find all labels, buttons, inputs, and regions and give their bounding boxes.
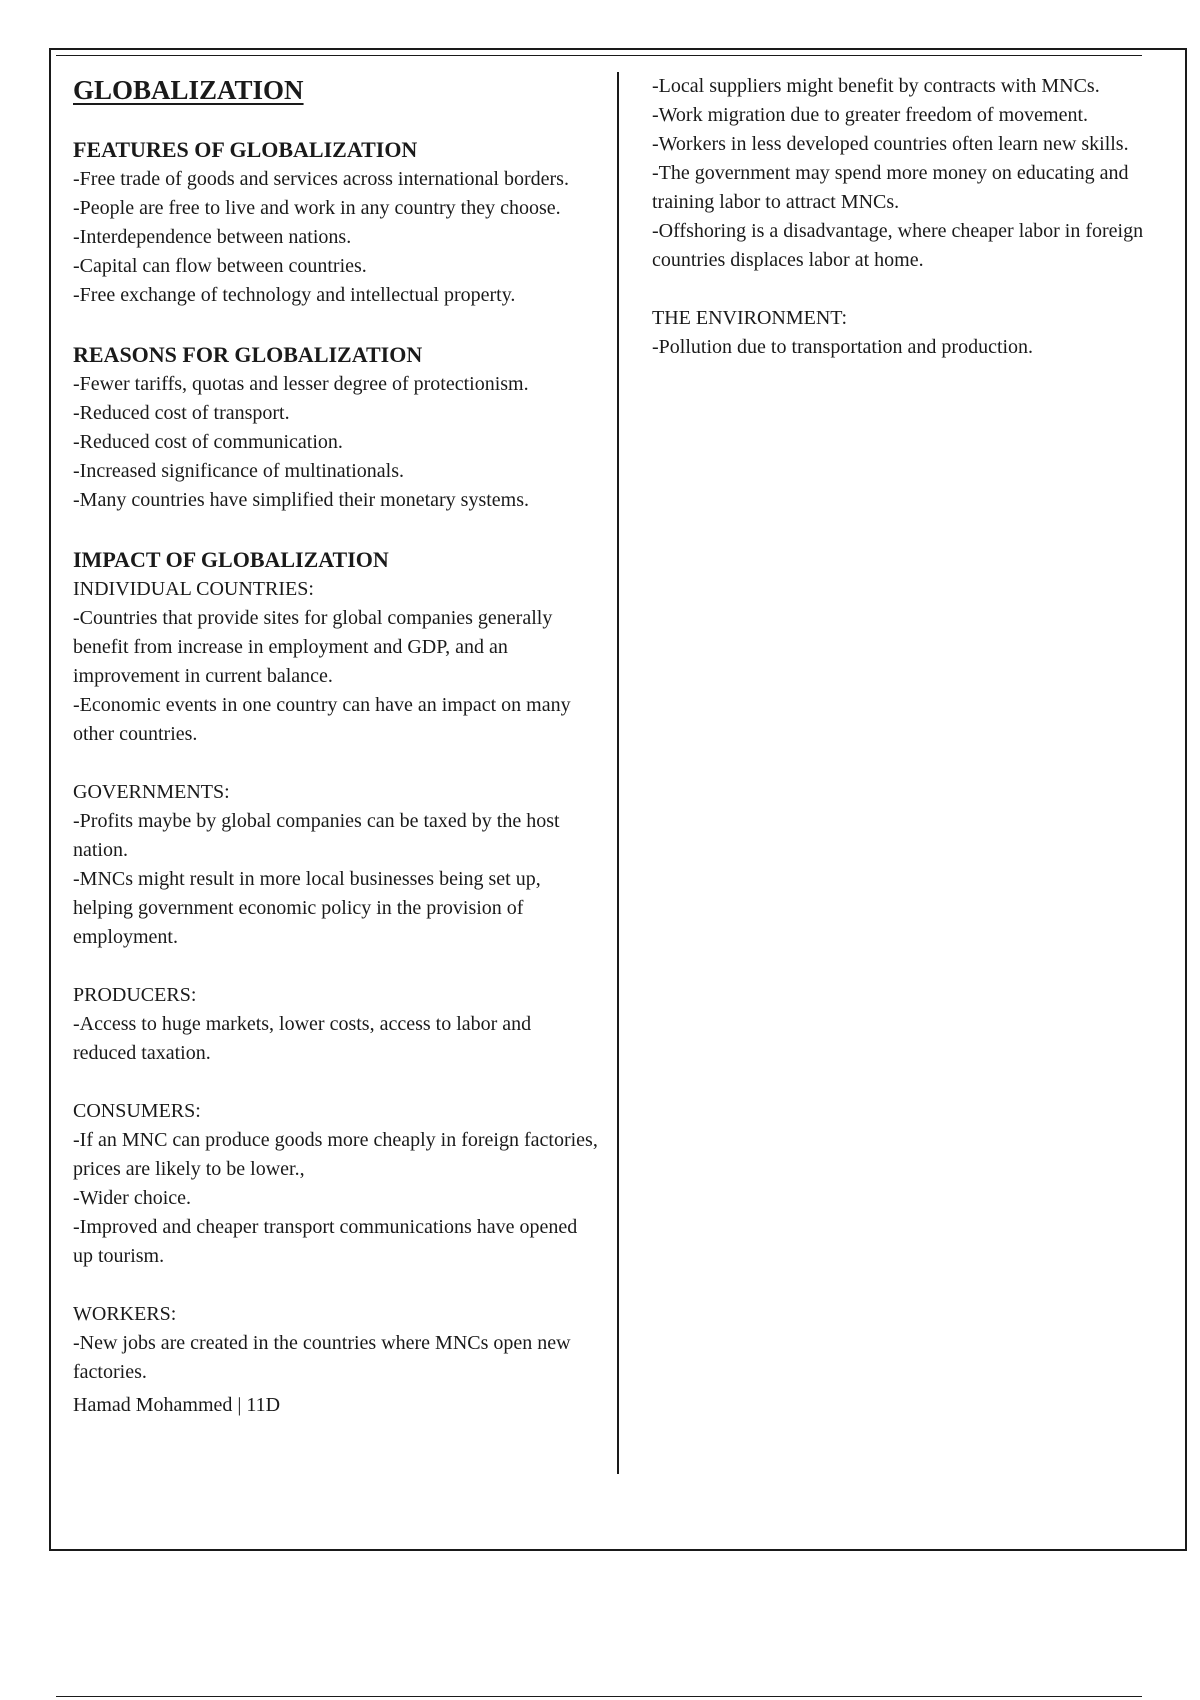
reasons-point: -Fewer tariffs, quotas and lesser degree of protectionism. (73, 373, 529, 395)
right-column (652, 72, 1162, 391)
column-divider (617, 72, 619, 1474)
environment-heading: THE ENVIRONMENT: (652, 307, 848, 329)
reasons-point: -Reduced cost of transport. (73, 402, 290, 424)
workers-point: -Local suppliers might benefit by contracts with MNCs. (652, 75, 1100, 97)
workers-point: -The government may spend more money on educating and training labor to attract MNCs. (652, 162, 1129, 213)
features-point: -Interdependence between nations. (73, 226, 352, 248)
header-rule (56, 55, 1142, 56)
workers-point: -New jobs are created in the countries where MNCs open new factories. (73, 1332, 571, 1383)
features-section (73, 134, 598, 310)
consumers-heading: CONSUMERS: (73, 1100, 201, 1122)
producers-heading: PRODUCERS: (73, 984, 197, 1006)
producers-point: -Access to huge markets, lower costs, access to labor and reduced taxation. (73, 1013, 532, 1064)
consumers-point: -If an MNC can produce goods more cheaply in foreign factories, prices are likely to be lower., (73, 1129, 598, 1180)
workers-point: -Workers in less developed countries often learn new skills. (652, 133, 1129, 155)
workers-block (73, 1300, 598, 1420)
consumers-block (73, 1097, 598, 1271)
reasons-section (73, 339, 598, 515)
footer-rule (56, 1696, 1142, 1697)
workers-continued-block (652, 72, 1162, 275)
workers-point: -Offshoring is a disadvantage, where cheaper labor in foreign countries displaces labor at home. (652, 220, 1144, 271)
reasons-point: -Increased significance of multinationals. (73, 460, 404, 482)
features-heading: FEATURES OF GLOBALIZATION (73, 137, 418, 162)
governments-point: -MNCs might result in more local businesses being set up, helping government economic policy in the provision of employment. (73, 868, 541, 948)
governments-point: -Profits maybe by global companies can be taxed by the host nation. (73, 810, 560, 861)
reasons-heading: REASONS FOR GLOBALIZATION (73, 342, 423, 367)
governments-block (73, 778, 598, 952)
individual-countries-point: -Countries that provide sites for global companies generally benefit from increase in employment and GDP, and an improvement in current balance. (73, 607, 553, 687)
workers-heading: WORKERS: (73, 1303, 177, 1325)
individual-countries-point: -Economic events in one country can have an impact on many other countries. (73, 694, 571, 745)
environment-point: -Pollution due to transportation and production. (652, 336, 1034, 358)
consumers-point: -Improved and cheaper transport communications have opened up tourism. (73, 1216, 578, 1267)
features-point: -Free exchange of technology and intellectual property. (73, 284, 516, 306)
reasons-point: -Reduced cost of communication. (73, 431, 343, 453)
producers-block (73, 981, 598, 1068)
governments-heading: GOVERNMENTS: (73, 781, 230, 803)
individual-countries-heading: INDIVIDUAL COUNTRIES: (73, 578, 314, 600)
reasons-point: -Many countries have simplified their monetary systems. (73, 489, 530, 511)
impact-heading: IMPACT OF GLOBALIZATION (73, 547, 389, 572)
document-title: GLOBALIZATION (73, 75, 304, 105)
workers-point: -Work migration due to greater freedom of movement. (652, 104, 1089, 126)
environment-block (652, 304, 1162, 362)
features-point: -Capital can flow between countries. (73, 255, 367, 277)
individual-countries-block (73, 575, 598, 749)
author-footer: Hamad Mohammed | 11D (73, 1394, 281, 1416)
features-point: -Free trade of goods and services across international borders. (73, 168, 569, 190)
consumers-point: -Wider choice. (73, 1187, 192, 1209)
left-column (73, 72, 598, 1449)
impact-section (73, 544, 598, 1420)
features-point: -People are free to live and work in any country they choose. (73, 197, 561, 219)
